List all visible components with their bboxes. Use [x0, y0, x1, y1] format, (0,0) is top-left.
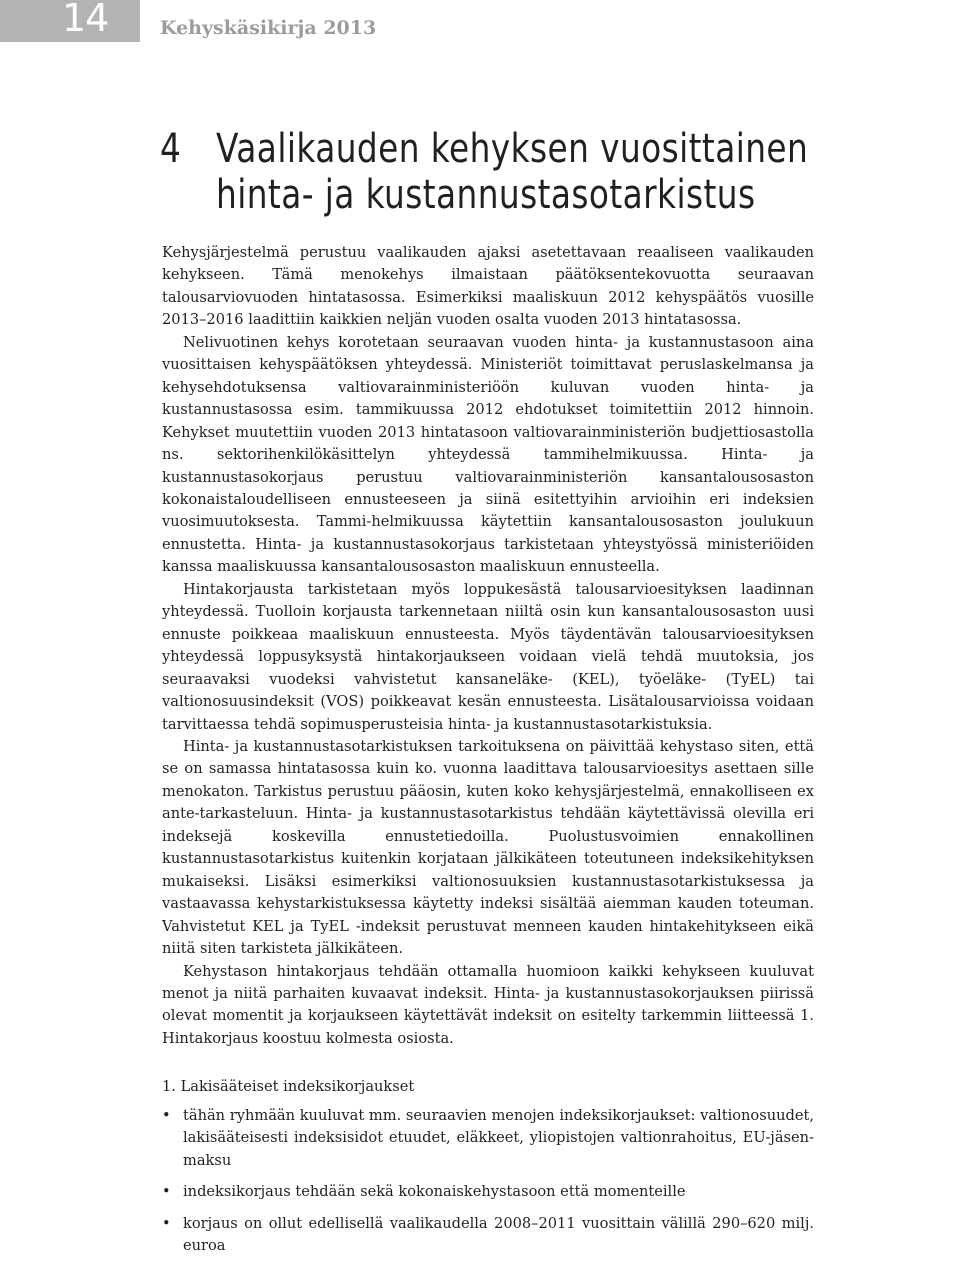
page-number-tab	[0, 0, 140, 42]
paragraph: Kehysjärjestelmä perustuu vaalikauden ajaksi asetettavaan reaaliseen vaalikauden kehykseen. Tämä menokehys ilmaistaan päätöksentekovuotta seuraavan talousarviovuoden hintatasossa. Esimerkiksi maaliskuun 2012 kehyspäätös vuosille 2013–2016 laadittiin kaikkien neljän vuoden osalta vuoden 2013 hintatasossa.	[162, 244, 814, 329]
chapter-number: 4	[160, 126, 181, 172]
list-item	[162, 1181, 814, 1203]
list-heading: 1. Lakisääteiset indeksikorjaukset	[162, 1078, 415, 1096]
bullet-icon: •	[162, 1106, 171, 1124]
paragraph: Hintakorjausta tarkistetaan myös loppukesästä talousarvioesityksen laadinnan yhteydessä. Tuolloin korjausta tarkennetaan niiltä osin kun kansantalousosaston uusi ennuste poikkeaa maaliskuun ennusteesta. Myös täydentävän talousarvioesityksen yhteydessä loppusyksystä hintakorjaukseen voidaan vielä tehdä muutoksia, jos seuraavaksi vuodeksi vahvistetut kansaneläke- (KEL), työeläke- (TyEL) tai valtionosuusindeksit (VOS) poikkeavat kesän ennusteesta. Lisätalousarvioissa voidaan tarvittaessa tehdä sopimusperusteisia hinta- ja kustannustasotarkistuksia.	[162, 580, 814, 733]
list-item	[162, 1213, 814, 1258]
body-text	[162, 242, 814, 1266]
paragraph: Hinta- ja kustannustasotarkistuksen tarkoituksena on päivittää kehystaso siten, että se on samassa hintatasossa kuin ko. vuonna laadittava talousarvioesitys asettaen sille menokaton. Tarkistus perustuu pääosin, kuten koko kehysjärjestelmä, ennakolliseen ex ante-tarkasteluun. Hinta- ja kustannustasotarkistus tehdään käytettävissä olevilla eri indeksejä koskevilla ennustetiedoilla. Puolustusvoimien ennakollinen kustannustasotarkistus kuitenkin korjataan jälkikäteen toteutuneen indeksikehityksen mukaiseksi. Lisäksi esimerkiksi valtionosuuksien kustannustasotarkistuksessa ja vastaavassa kehystarkistuksessa käytetty indeksi sisältää aiemman kauden toteuman. Vahvistetut KEL ja TyEL -indeksit perustuvat menneen kauden hintakehitykseen eikä niitä siten tarkisteta jälkikäteen.	[162, 737, 814, 958]
bullet-icon: •	[162, 1214, 171, 1232]
running-header: Kehyskäsikirja 2013	[160, 17, 377, 39]
list-item-text: tähän ryhmään kuuluvat mm. seuraavien menojen indeksikorjaukset: valtionosuudet, lakisääteisesti indeksisidot etuudet, eläkkeet, yliopistojen valtionrahoitus, EU-jäsenmaksu	[183, 1106, 814, 1169]
list-item-text: korjaus on ollut edellisellä vaalikaudella 2008–2011 vuosittain välillä 290–620 milj. euroa	[183, 1214, 814, 1255]
list-item-text: indeksikorjaus tehdään sekä kokonaiskehystasoon että momenteille	[183, 1183, 686, 1201]
page-number: 14	[62, 0, 109, 40]
paragraph: Nelivuotinen kehys korotetaan seuraavan vuoden hinta- ja kustannustasoon aina vuosittaisen kehyspäätöksen yhteydessä. Ministeriöt toimittavat peruslaskelmansa ja kehysehdotuksensa valtiovarainministeriöön kuluvan vuoden hinta- ja kustannustasossa esim. tammikuussa 2012 ehdotukset toimitettiin 2012 hinnoin. Kehykset muutettiin vuoden 2013 hintatasoon valtiovarainministeriön budjettiosastolla ns. sektorihenkilökäsittelyn yhteydessä tammihelmikuussa. Hinta- ja kustannustasokorjaus perustuu valtiovarainministeriön kansantalousosaston kokonaistaloudelliseen ennusteeseen ja siinä esitettyihin arvioihin eri indeksien vuosimuutoksesta. Tammi-helmikuussa käytettiin kansantalousosaston joulukuun ennustetta. Hinta- ja kustannustasokorjaus tarkistetaan yhteystyössä ministeriöiden kanssa maaliskuussa kansantalousosaston maaliskuun ennusteella.	[162, 333, 814, 576]
chapter-title-line-2: hinta- ja kustannustasotarkistus	[216, 172, 756, 218]
bullet-icon: •	[162, 1183, 171, 1201]
paragraph: Kehystason hintakorjaus tehdään ottamalla huomioon kaikki kehykseen kuuluvat menot ja niitä parhaiten kuvaavat indeksit. Hinta- ja kustannustasokorjauksen piirissä olevat momentit ja korjaukseen käytettävät indeksit on esitelty tarkemmin liitteessä 1. Hintakorjaus koostuu kolmesta osiosta.	[162, 962, 814, 1047]
list-item	[162, 1105, 814, 1172]
bullet-list	[162, 1105, 814, 1258]
chapter-title-line-1: Vaalikauden kehyksen vuosittainen	[216, 126, 809, 172]
